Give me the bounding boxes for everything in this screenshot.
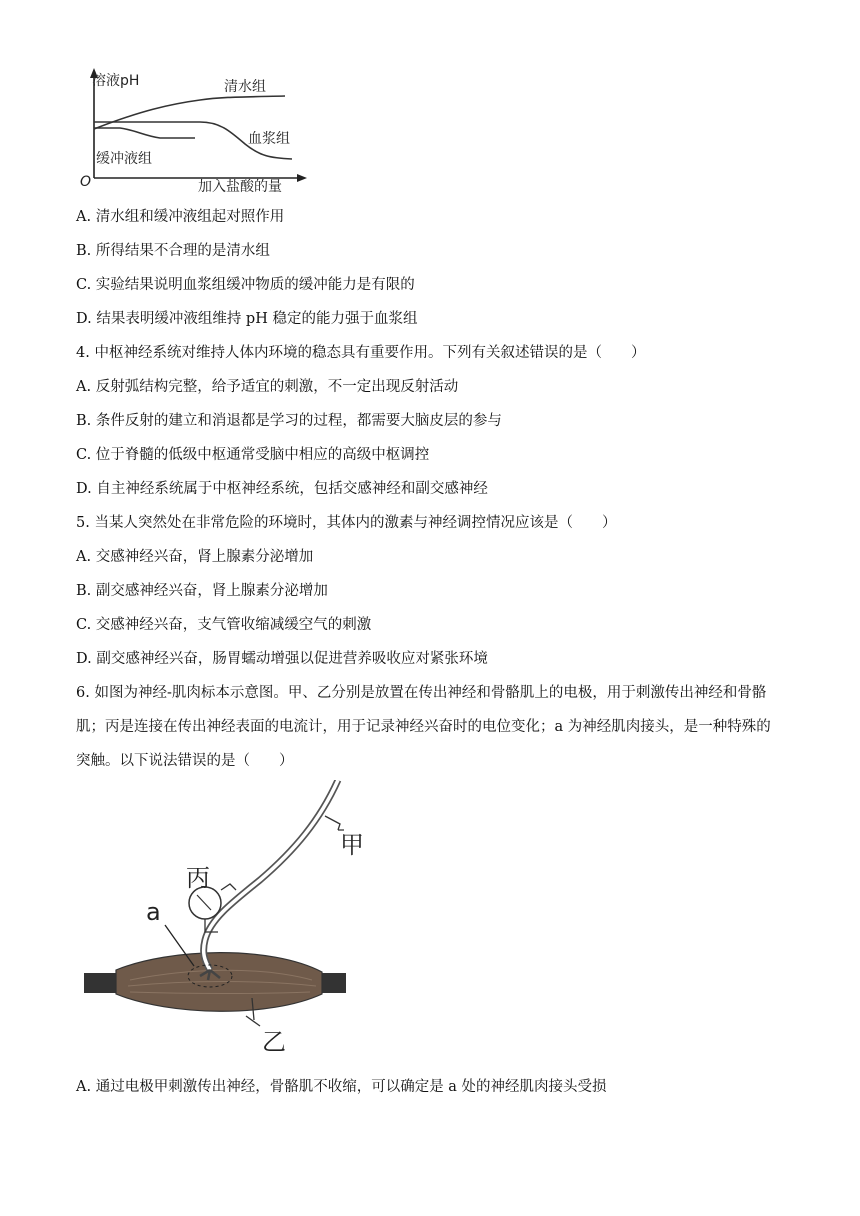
q4-option-c: C. 位于脊髓的低级中枢通常受脑中相应的高级中枢调控: [76, 447, 430, 463]
q4-option-b: B. 条件反射的建立和消退都是学习的过程，都需要大脑皮层的参与: [76, 413, 502, 429]
chart-origin: O: [80, 174, 92, 190]
water-curve: [94, 96, 285, 129]
figure-label-bing: 丙: [186, 864, 210, 892]
q6-stem: 6. 如图为神经-肌肉标本示意图。甲、乙分别是放置在传出神经和骨骼肌上的电极，用于刺激传出神经和骨骼肌；丙是连接在传出神经表面的电流计，用于记录神经兴奋时的电位变化；a 为神经肌肉接头，是一种特殊的突触。以下说法错误的是（ ）: [76, 685, 771, 769]
q5-option-d: D. 副交感神经兴奋，肠胃蠕动增强以促进营养吸收应对紧张环境: [76, 651, 488, 667]
q3-option-c: C. 实验结果说明血浆组缓冲物质的缓冲能力是有限的: [76, 277, 415, 293]
buffer-curve: [94, 128, 195, 138]
q4-stem: 4. 中枢神经系统对维持人体内环境的稳态具有重要作用。下列有关叙述错误的是（ ）: [76, 345, 646, 361]
figure-label-yi: 乙: [262, 1028, 286, 1056]
q6-option-a: A. 通过电极甲刺激传出神经，骨骼肌不收缩，可以确定是 a 处的神经肌肉接头受损: [76, 1079, 607, 1095]
label-water: 清水组: [224, 79, 266, 95]
figure-label-a: a: [146, 898, 161, 926]
q3-option-d: D. 结果表明缓冲液组维持 pH 稳定的能力强于血浆组: [76, 311, 418, 327]
q5-option-a: A. 交感神经兴奋，肾上腺素分泌增加: [76, 549, 314, 565]
q3-option-a: A. 清水组和缓冲液组起对照作用: [76, 209, 285, 225]
q5-stem: 5. 当某人突然处在非常危险的环境时，其体内的激素与神经调控情况应该是（ ）: [76, 515, 617, 531]
q5-option-b: B. 副交感神经兴奋，肾上腺素分泌增加: [76, 583, 328, 599]
chart-xlabel: 加入盐酸的量: [198, 179, 282, 195]
chart-ylabel: 溶液pH: [92, 73, 140, 89]
nerve: [204, 780, 338, 970]
label-buffer: 缓冲液组: [96, 151, 152, 167]
q3-option-b: B. 所得结果不合理的是清水组: [76, 243, 270, 259]
q5-option-c: C. 交感神经兴奋，支气管收缩减缓空气的刺激: [76, 617, 372, 633]
q4-option-a: A. 反射弧结构完整，给予适宜的刺激，不一定出现反射活动: [76, 379, 459, 395]
figure-label-jia: 甲: [340, 831, 364, 859]
label-plasma: 血浆组: [248, 131, 290, 147]
nerve-muscle-figure: [80, 780, 380, 1055]
q4-option-d: D. 自主神经系统属于中枢神经系统，包括交感神经和副交感神经: [76, 481, 488, 497]
